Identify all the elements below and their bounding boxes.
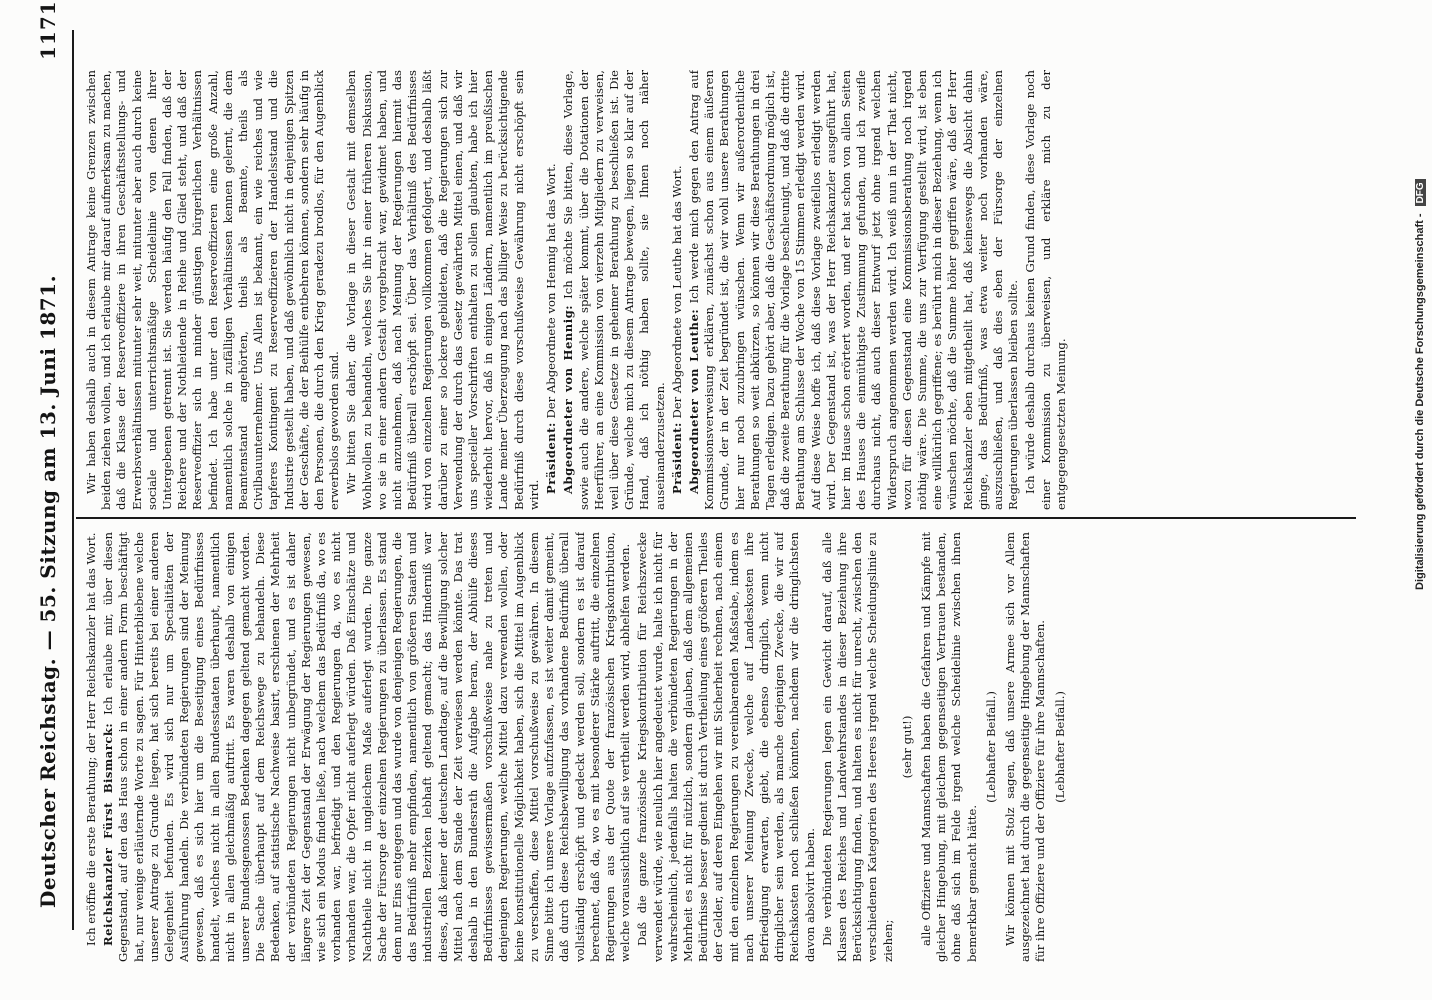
dfg-logo: DFG <box>1415 179 1426 206</box>
right-column <box>84 70 1354 510</box>
applause-note: (sehr gut!) <box>899 715 914 779</box>
column-separator <box>76 517 1356 519</box>
paragraph: Die verbündeten Regierungen legen ein Gewicht darauf, daß alle Klassen des Reiches und Landwehrstandes in dieser Beziehung ihre Berücksichtigung finden, und halten es nicht für unrecht, zwischen den verschiedenen Kategorien des Heeres irgend welche Scheidungslinie zu ziehen; <box>819 532 895 962</box>
speaker-name: Reichskanzler Fürst Bismarck: <box>101 722 116 946</box>
applause-note: (Lebhafter Beifall.) <box>983 691 998 803</box>
paragraph: Wir haben deshalb auch in diesem Antrage keine Grenzen zwischen beiden ziehen wollen, und ich erlaube mir darauf aufmerksam zu machen, daß die Klasse der Reserveoffiziere in ihren Geschäftsstellungs- und Erwerbsverhältnissen mitunter sehr weit, mitunter aber auch durch keine sociale und unterrichtsmäßige Scheidelinie von denen ihrer Untergebenen getrennt ist. Sie werden häufig den Fall finden, daß der Reichere und der Nothleidende in Reihe und Glied steht, und daß der Reserveoffizier sich in minder günstigen bürgerlichen Verhältnissen befindet. Ich habe unter den Reserveoffizieren eine große Anzahl, namentlich solche in zufälligen Verhältnissen kennen gelernt, die dem Beamtenstand angehörten, theils als Beamte, theils als Civilbauunternehmer. Uns Allen ist bekannt, ein wie reiches und wie tapferes Kontingent zu Reserveoffizieren der Handelsstand und die Industrie gestellt haben, und daß gewöhnlich nicht in denjenigen Spitzen der Geschäfte, die der Beihülfe entbehren können, sondern sehr häufig in den Personen, die durch den Krieg geradezu brodlos, für den Augenblick erwerbslos geworden sind. <box>84 70 342 510</box>
paragraph <box>687 70 1021 510</box>
speaker-name: Abgeordneter von Hennig: <box>561 304 576 494</box>
paragraph: Ich eröffne die erste Berathung; der Herr Reichskanzler hat das Wort. <box>84 532 98 946</box>
digitization-note <box>1414 179 1426 590</box>
paragraph <box>544 70 559 510</box>
paragraph: Wir können mit Stolz sagen, daß unsere Armee sich vor Allem ausgezeichnet hat durch die gegenseitige Hingebung der Mannschaften für ihre Offiziere und der Offiziere für ihre Mannschaften. <box>1002 532 1048 962</box>
speech-text: Der Abgeordnete von Hennig hat das Wort. <box>544 163 559 419</box>
header-rule <box>72 30 74 930</box>
page-number: 1171 <box>36 0 60 60</box>
paragraph: Ich würde deshalb durchaus keinen Grund finden, diese Vorlage noch einer Kommission zu überweisen, und erkläre mich zu der entgegengesetzten Meinung. <box>1023 70 1068 510</box>
speaker-name: Präsident: <box>544 422 559 494</box>
speech-text: Der Abgeordnete von Leuthe hat das Wort. <box>669 165 684 419</box>
applause-note: (Lebhafter Beifall.) <box>1052 691 1067 803</box>
speech-text: Ich möchte Sie bitten, diese Vorlage, sowie auch die andere, welche später kommt, über die Dotationen der Heerführer, an eine Kommission von vierzehn Mitgliedern zu verweisen, weil über diese Gesetze in geheimer Berathung zu beschließen ist. Die Gründe, welche mich zu diesem Antrage bewegen, liegen so klar auf der Hand, daß ich nöthig haben sollte, sie Ihnen noch näher auseinanderzusetzen. <box>561 70 667 510</box>
digitization-text: Digitalisierung gefördert durch die Deutsche Forschungsgemeinschaft - <box>1414 213 1426 590</box>
speech-text: Ich werde mich gegen den Antrag auf Kommissionsverweisung erklären, zunächst schon aus einem äußeren Grunde, der in der Zeit begründet ist, die wir wohl unsere Berathungen hier nur noch zuzubringen wünschen. Wenn wir außerordentliche Berathungen so weit abkürzen, so können wir diese Berathungen in drei Tagen erledigen. Dazu gehört aber, daß die Geschäftsordnung möglich ist, daß die zweite Berathung für die Vorlage beschleunigt, und daß die dritte Berathung am Schlusse der Woche von 15 Stimmen erledigt werden wird. Auf diese Weise hoffe ich, daß diese Vorlage zweifellos erledigt werden wird. Der Gegenstand ist, was der Herr Reichskanzler ausgeführt hat, hier im Hause schon erörtert worden, und er hat schon von allen Seiten des Hauses die einmüthigste Zustimmung gefunden, und ich zweifle durchaus nicht, daß auch dieser Entwurf jetzt ohne irgend welchen Widerspruch angenommen werden wird. Ich weiß nun in der That nicht, wozu für diesen Gegenstand eine Kommissionsberathung noch irgend nöthig wäre. Die Summe, die uns zur Verfügung gestellt wird, ist eben eine willkürlich gegriffene; es berührt mich in dieser Beziehung, wenn ich wünschen möchte, daß die Summe höher gegriffen wäre, daß der Herr Reichskanzler eben mitgetheilt hat, daß keineswegs die Absicht dahin ginge, das Bedürfniß, was etwa weiter noch vorhanden wäre, auszuschließen, und daß dies eben der Fürsorge der einzelnen Regierungen überlassen bleiben sollte. <box>686 70 1021 510</box>
running-head: Deutscher Reichstag. — 55. Sitzung am 13. Juni 1871. <box>36 274 60 908</box>
speaker-name: Abgeordneter von Leuthe: <box>686 308 701 494</box>
paragraph: Wir bitten Sie daher, die Vorlage in dieser Gestalt mit demselben Wohlwollen zu behandeln, welches Sie ihr in einer früheren Diskussion, wo sie in einer andern Gestalt vorgebracht war, gewidmet haben, und nicht anzunehmen, daß nach Meinung der Regierungen hiermit das Bedürfniß überall erschöpft sei. Über das Verhältniß des Bedürfnisses wird von einzelnen Regierungen vollkommen gefolgert, und deshalb läßt darüber zu einer so lockere gebildeten, daß die Regierungen sich zur Verwendung der durch das Gesetz gewährten Mittel einen, und daß wir uns specieller Vorschriften enthalten zu sollen glaubten, habe ich hier wiederholt hervor, daß in einigen Ländern, namentlich im preußischen Lande meiner Überzeugung nach das billiger Weise zu berücksichtigende Bedürfniß durch diese vorschußweise Gewährung nicht erschöpft sein wird. <box>344 70 541 510</box>
paragraph: Daß die ganze französische Kriegskontribution für Reichszwecke verwendet würde, wie neulich hier angedeutet wurde, halte ich nicht für wahrscheinlich, jedenfalls halten die verbündeten Regierungen in der Mehrheit es nicht für nützlich, sondern glauben, daß dem allgemeinen Bedürfnisse besser gedient ist durch Vertheilung eines größeren Theiles der Gelder, auf deren Eingehen wir mit Sicherheit rechnen, nach einem mit den einzelnen Regierungen zu vereinbarenden Maßstabe, indem es nach unserer Meinung Zwecke, welche auf Landeskosten ihre Befriedigung erwarten, giebt, die ebenso dringlich, wenn nicht dringlicher sein werden, als manche derjenigen Zwecke, die wir auf Reichskosten noch schließen könnten, nachdem wir die dringlichsten davon absolvirt haben. <box>635 532 817 962</box>
paragraph <box>670 70 685 510</box>
speech-text: Ich erlaube mir, über diesen Gegenstand, auf den das Haus schon in einer andern Form beschäftigt hat, nur wenige erläuternde Worte zu sagen. Für Hinterbliebene welche unserer Antrage zu Grunde liegen, hat sich bereits bei einer anderen Gelegenheit befunden. Es wird sich nur um Specialitäten der Ausführung handeln. Die verbündeten Regierungen sind der Meinung gewesen, daß es sich hier um die Beseitigung eines Bedürfnisses handelt, welches nicht in allen Bundesstaaten überhaupt, namentlich nicht in allen gleichmäßig auftritt. Es waren deshalb von einigen unserer Bundesgenossen Bedenken dagegen geltend gemacht worden. Die Sache überhaupt auf dem Reichswege zu behandeln. Diese Bedenken, auf statistische Nachweise basirt, erschienen der Mehrheit der verbündeten Regierungen nicht unbegründet, und es ist daher längere Zeit der Gegenstand der Erwägung der Regierungen gewesen, wie sich ein Modus finden ließe, nach welchem das Bedürfniß da, wo es vorhanden war, befriedigt und den Regierungen da, wo es nicht vorhanden war, die Opfer nicht auferlegt würden. Daß Einschätze und Nachtheile nicht in ungleichem Maße auferlegt wurden. Die ganze Sache der Fürsorge der einzelnen Regierungen zu überlassen. Es stand dem nur Eins entgegen und das wurde von denjenigen Regierungen, die das Bedürfniß mehr empfinden, namentlich von größeren Staaten und industriellen Bezirken lebhaft geltend gemacht; das Hinderniß war dieses, daß keiner der deutschen Landtage, auf die Bewilligung solcher Mittel nach dem Stande der Zeit verwiesen werden könnte. Das trat deshalb in den Bundesrath die Aufgabe heran, der Abhülfe dieses Bedürfnisses gewissermaßen vorschußweise nahe zu treten und denjenigen Regierungen, welche Mittel dazu verwenden wollen, oder keine konstitutionelle Möglichkeit haben, sich die Mittel im Augenblick zu verschaffen, diese Mittel vorschußweise zu gewähren. In diesem Sinne bitte ich unsere Vorlage aufzufassen, es ist weiter damit gemeint, daß durch diese Reichsbewilligung das vorhandene Bedürfniß überall vollständig erschöpft und gedeckt werden soll, sondern es ist darauf berechnet, daß da, wo es mit besonderer Stärke auftritt, die einzelnen Regierungen aus der Quote der französischen Kriegskontribution, welche voraussichtlich auf sie vertheilt werden wird, abhelfen werden. <box>101 532 633 962</box>
paragraph <box>101 532 633 962</box>
paragraph: alle Offiziere und Mannschaften haben die Gefahren und Kämpfe mit gleicher Hingebung, mit gleichem gegenseitigen Vertrauen bestanden, ohne daß sich im Felde irgend welche Scheidelinie zwischen ihnen bemerkbar gemacht hätte. <box>918 532 979 962</box>
speaker-name: Präsident: <box>669 422 684 494</box>
left-column <box>84 532 1354 962</box>
paragraph <box>561 70 667 510</box>
